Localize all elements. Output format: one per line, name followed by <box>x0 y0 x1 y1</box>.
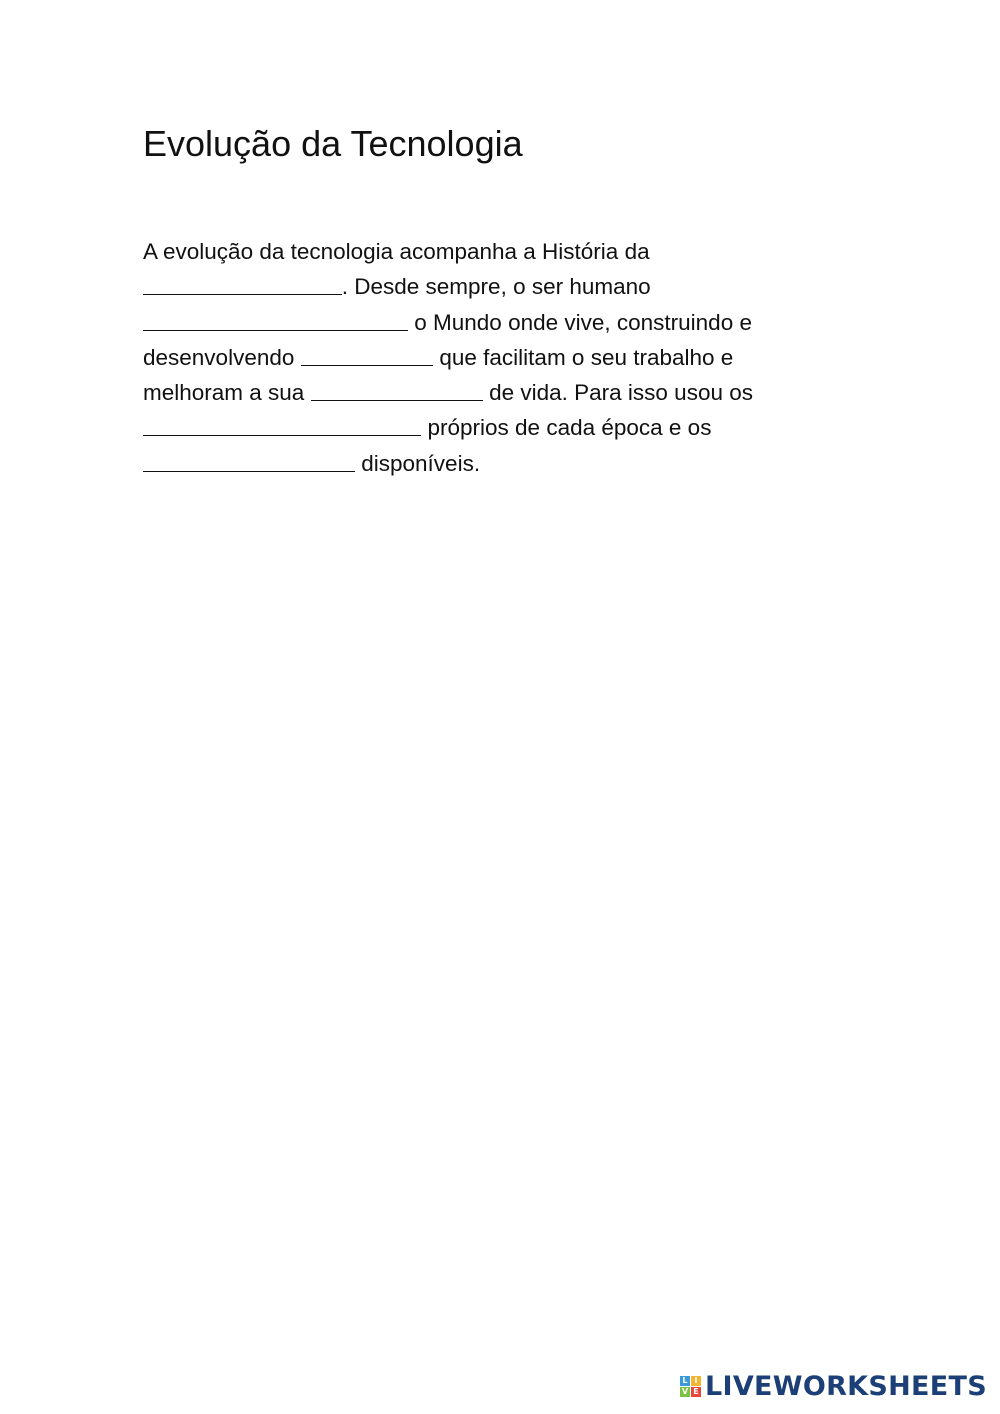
logo-letter: E <box>691 1387 701 1397</box>
line-text-after: de vida. Para isso usou os <box>482 380 753 406</box>
logo-letter: I <box>691 1376 701 1386</box>
fill-in-blank-3[interactable] <box>301 341 434 366</box>
fill-in-blank-4[interactable] <box>311 376 483 401</box>
fill-in-blank-6[interactable] <box>143 447 355 472</box>
line-text-after: que facilitam o seu trabalho e <box>433 344 734 370</box>
paragraph-line-7 <box>143 446 843 481</box>
line-text-after: próprios de cada época e os <box>421 415 712 441</box>
worksheet-paragraph <box>143 234 843 481</box>
paragraph-line-1 <box>143 234 843 269</box>
line-text-before: desenvolvendo <box>143 344 301 370</box>
paragraph-line-6 <box>143 410 843 445</box>
fill-in-blank-2[interactable] <box>143 306 408 331</box>
liveworksheets-watermark <box>680 1371 987 1402</box>
line-text-after: disponíveis. <box>355 450 481 476</box>
logo-letter: V <box>681 1387 689 1396</box>
fill-in-blank-5[interactable] <box>143 411 421 436</box>
paragraph-line-2 <box>143 269 843 304</box>
logo-letter: L <box>680 1376 690 1386</box>
liveworksheets-logo-icon <box>680 1376 701 1397</box>
line-text-after: o Mundo onde vive, construindo e <box>408 309 752 335</box>
paragraph-line-5 <box>143 375 843 410</box>
page-title: Evolução da Tecnologia <box>143 123 523 164</box>
watermark-text: LIVEWORKSHEETS <box>704 1371 987 1402</box>
line-text-before: A evolução da tecnologia acompanha a História da <box>143 239 650 264</box>
line-text-after: . Desde sempre, o ser humano <box>341 274 651 300</box>
fill-in-blank-1[interactable] <box>143 270 342 295</box>
paragraph-line-4 <box>143 340 843 375</box>
line-text-before: melhoram a sua <box>143 380 311 406</box>
paragraph-line-3 <box>143 305 843 340</box>
